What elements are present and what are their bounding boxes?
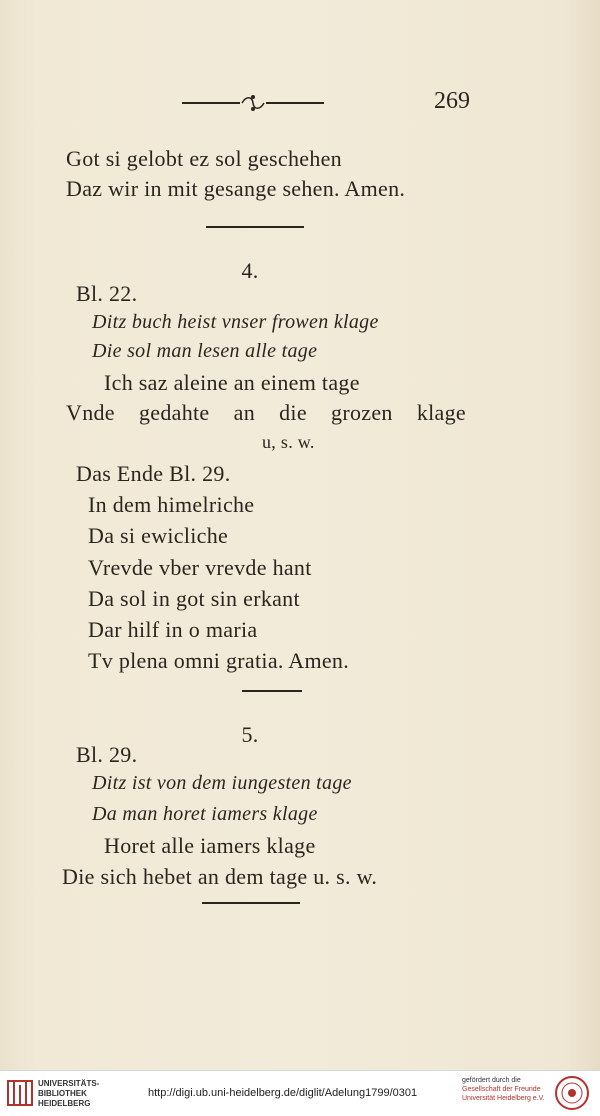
permalink-url[interactable]: http://digi.ub.uni-heidelberg.de/diglit/Adelung1799/0301 [148, 1087, 418, 1099]
section-number: 4. [241, 258, 259, 283]
word: die [279, 400, 307, 425]
italic-title-line: Ditz ist von dem iungesten tage [92, 772, 352, 794]
text-line: Got si gelobt ez sol geschehen [66, 146, 342, 171]
poem-line: Tv plena omni gratia. Amen. [88, 648, 350, 673]
word: gedahte [138, 400, 210, 425]
folio-reference: Bl. 22. [76, 281, 138, 306]
poem-line: Dar hilf in o maria [88, 617, 258, 642]
text-line: Ich saz aleine an einem tage [104, 370, 360, 395]
poem-line: Vrevde vber vrevde hant [88, 555, 312, 580]
ornament-rule-icon [182, 93, 324, 113]
section-divider [202, 902, 300, 904]
page-number: 269 [434, 88, 470, 114]
viewer-footer [0, 1070, 600, 1116]
sponsor-note: gefördert durch die Gesellschaft der Freunde Universität Heidelberg e.V. [462, 1077, 545, 1102]
section-divider [242, 690, 302, 692]
italic-title-line: Die sol man lesen alle tage [92, 340, 318, 362]
text-line: Daz wir in mit gesange sehen. Amen. [66, 176, 406, 201]
poem-line: In dem himelriche [88, 492, 255, 517]
library-name: UNIVERSITÄTS- BIBLIOTHEK HEIDELBERG [38, 1079, 100, 1108]
section-number: 5. [241, 722, 259, 747]
text-line: Das Ende Bl. 29. [76, 461, 231, 486]
poem-line: Da si ewicliche [88, 523, 229, 548]
poem-line: Da sol in got sin erkant [88, 586, 300, 611]
text-line: Die sich hebet an dem tage u. s. w. [62, 864, 378, 889]
library-logo-icon [6, 1077, 34, 1109]
italic-title-line: Da man horet iamers klage [92, 803, 318, 825]
section-divider [206, 226, 304, 228]
word: klage [416, 400, 466, 425]
folio-reference: Bl. 29. [76, 742, 138, 767]
university-seal-icon [554, 1075, 590, 1111]
text-line: Horet alle iamers klage [104, 833, 316, 858]
italic-title-line: Ditz buch heist vnser frowen klage [92, 311, 379, 333]
usw-abbrev: u, s. w. [262, 432, 315, 452]
word: Vnde [66, 400, 115, 425]
justified-line [66, 400, 466, 426]
word: grozen [331, 400, 393, 425]
word: an [233, 400, 255, 425]
